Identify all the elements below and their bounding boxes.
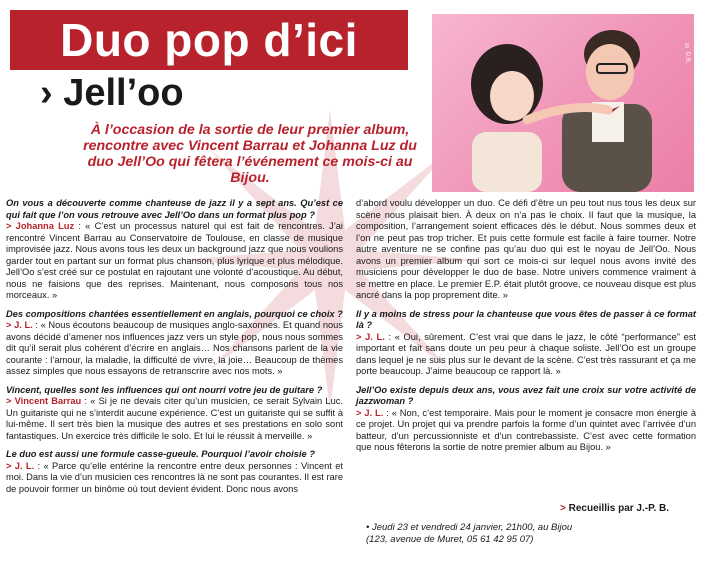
left-column (6, 198, 343, 502)
band-photo (432, 14, 694, 192)
speaker-label: > Vincent Barrau (6, 396, 82, 406)
interview-question: Vincent, quelles sont les influences qui ont nourri votre jeu de guitare ? (6, 384, 323, 395)
article-signature (560, 503, 669, 514)
signature-text: Recueillis par J.-P. B. (568, 503, 670, 514)
interview-block (6, 198, 343, 302)
speaker-label: > J. L. (6, 460, 35, 471)
interview-block (6, 309, 343, 378)
speaker-label: > J. L. (6, 320, 33, 330)
signature-arrow: > (560, 503, 566, 514)
event-date: • Jeudi 23 et vendredi 24 janvier, 21h00, au Bijou (366, 522, 573, 533)
intro-text: À l’occasion de la sortie de leur premier album, rencontre avec Vincent Barrau et Johanna Luz du duo Jell’Oo qui fêtera l’événement ce mois-ci au Bijou. (83, 122, 417, 186)
interview-question: On vous a découverte comme chanteuse de jazz il y a sept ans. Qu’est ce qui fait que l’on vous retrouve avec Jell’Oo dans un format plus pop ? (6, 198, 343, 220)
interview-question: Le duo est aussi une formule casse-gueule. Pourquoi l’avoir choisie ? (6, 449, 315, 459)
event-address: (123, avenue de Muret, 05 61 42 95 07) (366, 533, 534, 545)
interview-block (6, 449, 343, 495)
event-info (366, 522, 572, 545)
speaker-label: > J. L. (356, 407, 384, 418)
interview-answer: : « Non, c’est temporaire. Mais pour le moment je consacre mon énergie à ce projet. Un projet qui va prendre parfois la forme d’un quintet avec l’arrivée d’un batteur, d’un percussionniste et d’un contrebassiste. C’est avec cette formation que nous fêterons la sortie de notre premier album au Bijou. » (356, 407, 696, 452)
interview-answer: : « C’est un processus naturel qui est fait de rencontres. J’ai rencontré Vincent Barrau au Conservatoire de Toulouse, en classe de musique improvisée jazz. Nous avons tous les deux un background jazz que nous voulions garder tout en partant sur un format plus chanson, plus lyrique et plus mélodique. Jell’Oo s’est créé sur ce postulat en rajoutant une volonté d’acoustique. Au début, nous ne faisions que des reprises. Maintenant, nous composons tous nos morceaux. » (6, 221, 343, 300)
speaker-label: > Johanna Luz (6, 221, 75, 231)
interview-block (356, 309, 696, 378)
band-photo-illustration (432, 14, 694, 192)
interview-block (356, 198, 696, 302)
article-subtitle: › Jell’oo (40, 72, 184, 114)
interview-question: Il y a moins de stress pour la chanteuse que vous êtes de passer à ce format là ? (356, 308, 696, 330)
article-title: Duo pop d’ici (60, 14, 358, 66)
interview-question: Des compositions chantées essentiellement en anglais, pourquoi ce choix ? (6, 308, 343, 319)
photo-credit: © D.R. (684, 44, 690, 64)
right-column (356, 198, 696, 461)
interview-answer: : « Si je ne devais citer qu’un musicien, ce serait Sylvain Luc. Un guitariste qui ne s’interdit aucune expérience. C’est un guitariste qui se suffit à lui-même. Il sert très bien la musique des autres et ses prestations en solo sont fantastiques. Un exercice très difficile le solo. Et lui le réussit à merveille. » (6, 396, 343, 441)
interview-question: Jell’Oo existe depuis deux ans, vous avez fait une croix sur votre activité de jazzwoman ? (356, 384, 696, 406)
interview-answer: : « Parce qu’elle entérine la rencontre entre deux personnes : Vincent et moi. Dans la vie d’un musicien ces rencontres là ne sont pas courantes. Il est rare de pouvoir former un binôme où tout devient évident. Donc nous avons (6, 460, 343, 494)
speaker-label: > J. L. (356, 331, 385, 342)
interview-answer: : « Oui, sûrement. C’est vrai que dans le jazz, le côté “performance” est important et fait sans doute un peu peur à chaque soliste. Jell’Oo est un groupe dans lequel je ne suis plus sur le devant de la scène. C’est très rassurant et ça me porte beaucoup. J’aime beaucoup ce rapport là. » (356, 331, 696, 376)
interview-answer: d’abord voulu développer un duo. Ce défi d’être un peu tout nus tous les deux sur scène nous plaisait bien. À deux on n’a pas le choix. Il faut que la musique, la composition, l’arrangement soient efficaces dès le début. Nous sommes deux et l’on ne peut pas trop tricher. Et puis cette formule est facile à faire tourner. Notre autre aventure ne se confine pas qu’au duo qui est le noyau de Jell’Oo. Nous avons un premier album qui sort ce mois-ci sur lequel nous avons invité des musiciens pour développer le duo de base. Notre univers commence vraiment à se mettre en place. Le premier E.P. était plutôt groove, ce nouveau disque est plus ancré dans la pop proprement dite. » (356, 198, 696, 300)
interview-answer: : « Nous écoutons beaucoup de musiques anglo-saxonnes. Et quand nous avons décidé d’amener nos influences jazz vers un style pop, nous nous sommes dit qu’il serait plus cohérent d’écrire en anglais… Nos chansons parlent de la vie courante : l’amour, la maladie, la difficulté de vivre, la joie… Beaucoup de thèmes assez simples que nous essayons de retranscrire avec nos mots. » (6, 320, 343, 376)
interview-block (6, 385, 343, 443)
interview-block (356, 385, 696, 454)
